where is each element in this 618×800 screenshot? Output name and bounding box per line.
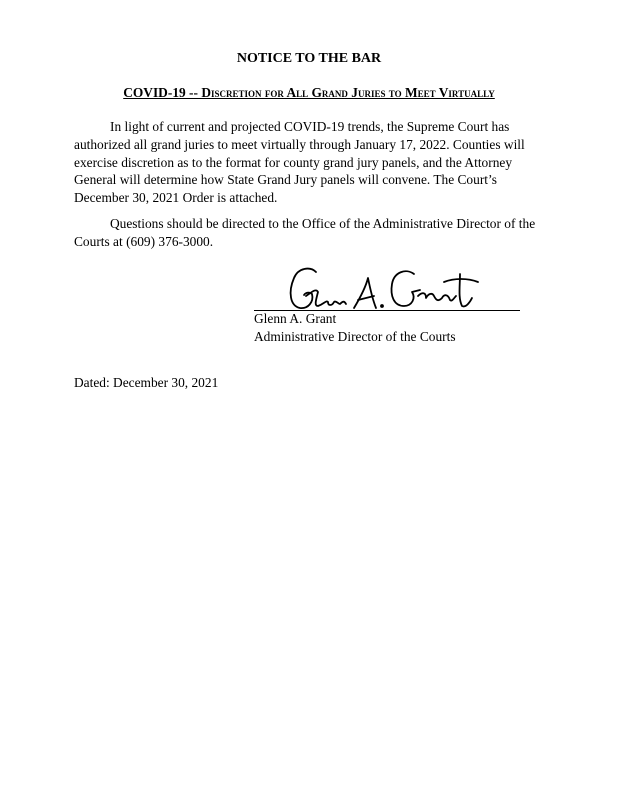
notice-subtitle: COVID-19 -- Discretion for All Grand Juries to Meet Virtually: [123, 85, 495, 100]
signer-title: Administrative Director of the Courts: [254, 329, 456, 344]
body-paragraph-1: [74, 118, 554, 207]
signer-name: Glenn A. Grant: [254, 311, 337, 326]
body-paragraph-2: [74, 215, 554, 251]
signature-block: [254, 262, 534, 352]
paragraph-1-text: In light of current and projected COVID-19 trends, the Supreme Court has authorized all grand juries to meet virtually through January 17, 2022. Counties will exercise discretion as to the format for county grand jury panels, and the Attorney General will determine how State Grand Jury panels will convene. The Court’s December 30, 2021 Order is attached.: [74, 119, 525, 206]
paragraph-2-text: Questions should be directed to the Office of the Administrative Director of the Courts at (609) 376-3000.: [74, 216, 536, 249]
dated-line: Dated: December 30, 2021: [74, 375, 219, 390]
notice-title: NOTICE TO THE BAR: [236, 51, 382, 66]
